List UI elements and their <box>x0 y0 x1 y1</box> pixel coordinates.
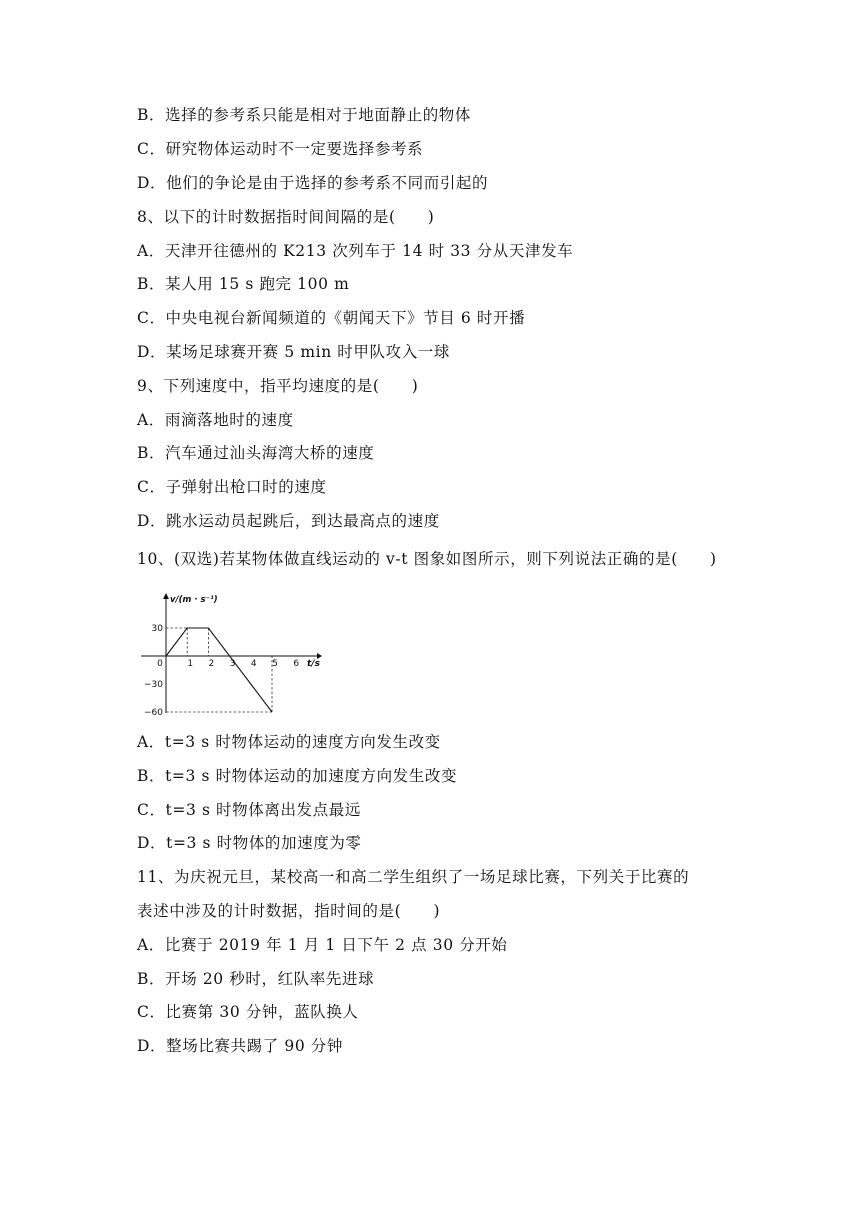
q7-option-b: B．选择的参考系只能是相对于地面静止的物体 <box>137 106 471 124</box>
q11-option-b: B．开场 20 秒时，红队率先进球 <box>137 970 375 988</box>
x-tick-label: 3 <box>229 659 236 669</box>
q11-option-c: C．比赛第 30 分钟，蓝队换人 <box>137 1003 359 1021</box>
q9-stem: 9、下列速度中，指平均速度的是( ) <box>137 377 419 395</box>
q8-option-d: D．某场足球赛开赛 5 min 时甲队攻入一球 <box>137 343 451 361</box>
y-axis-arrow <box>163 593 169 599</box>
q9-option-c: C．子弹射出枪口时的速度 <box>137 478 327 496</box>
q8-option-c: C．中央电视台新闻频道的《朝闻天下》节目 6 时开播 <box>137 309 526 327</box>
x-tick-label: 0 <box>157 659 163 669</box>
q7-option-d: D．他们的争论是由于选择的参考系不同而引起的 <box>137 174 489 192</box>
velocity-line <box>166 628 272 712</box>
q11-option-a: A．比赛于 2019 年 1 月 1 日下午 2 点 30 分开始 <box>137 936 508 954</box>
x-tick-label: 1 <box>187 659 194 669</box>
y-tick-label: 30 <box>151 624 163 634</box>
x-tick-label: 4 <box>250 659 257 669</box>
y-tick-label: −30 <box>144 680 163 690</box>
q10-stem: 10、(双选)若某物体做直线运动的 v-t 图象如图所示，则下列说法正确的是( ) <box>137 550 717 568</box>
x-tick-label: 5 <box>272 659 278 669</box>
q8-stem: 8、以下的计时数据指时间间隔的是( ) <box>137 208 435 226</box>
q11-stem-line1: 11、为庆祝元旦，某校高一和高二学生组织了一场足球比赛，下列关于比赛的 <box>137 868 690 886</box>
q11-option-d: D．整场比赛共踢了 90 分钟 <box>137 1037 344 1055</box>
q9-option-a: A．雨滴落地时的速度 <box>137 411 294 429</box>
y-axis-label: v/(m · s⁻¹) <box>170 595 218 605</box>
q10-option-b: B．t=3 s 时物体运动的加速度方向发生改变 <box>137 767 458 785</box>
q8-option-a: A．天津开往德州的 K213 次列车于 14 时 33 分从天津发车 <box>137 242 574 260</box>
x-tick-label: 2 <box>208 659 215 669</box>
q9-option-b: B．汽车通过汕头海湾大桥的速度 <box>137 444 375 462</box>
q10-option-a: A．t=3 s 时物体运动的速度方向发生改变 <box>137 733 441 751</box>
q10-option-d: D．t=3 s 时物体的加速度为零 <box>137 834 362 852</box>
x-tick-label: 6 <box>293 659 300 669</box>
y-tick-label: −60 <box>144 708 163 718</box>
q8-option-b: B．某人用 15 s 跑完 100 m <box>137 275 350 293</box>
q11-stem-line2: 表述中涉及的计时数据，指时间的是( ) <box>137 902 441 920</box>
q10-option-c: C．t=3 s 时物体离出发点最远 <box>137 801 361 819</box>
x-axis-label: t/s <box>307 659 320 669</box>
q7-option-c: C．研究物体运动时不一定要选择参考系 <box>137 140 424 158</box>
vt-graph-series <box>166 628 272 712</box>
q9-option-d: D．跳水运动员起跳后，到达最高点的速度 <box>137 512 440 530</box>
vt-graph <box>139 590 329 718</box>
vt-graph-guides <box>166 628 272 712</box>
